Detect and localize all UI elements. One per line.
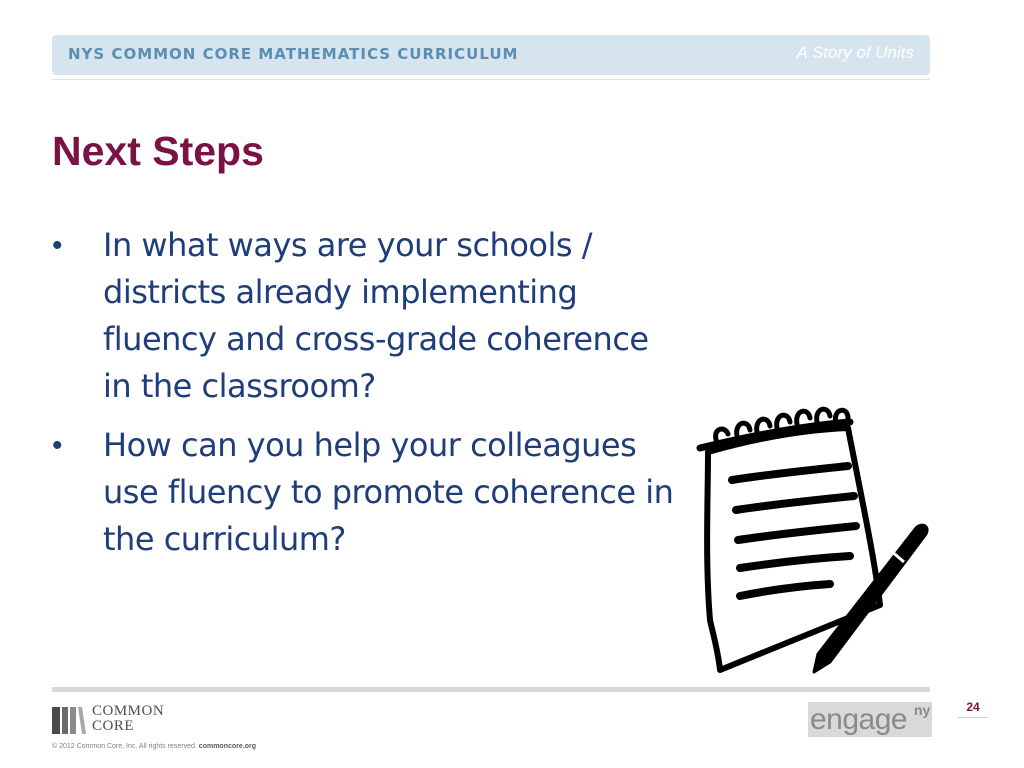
notepad-and-pen-icon	[690, 400, 940, 675]
common-core-wordmark	[92, 704, 164, 734]
engage-ny-logo	[808, 702, 932, 737]
bullet-list	[52, 222, 682, 575]
bullet-icon: •	[52, 429, 63, 462]
header-bar	[52, 35, 930, 75]
common-core-logo	[52, 704, 192, 738]
series-title: A Story of Units	[796, 43, 914, 62]
bullet-item	[52, 422, 682, 563]
copyright-notice	[52, 743, 256, 750]
logo-line-1: COMMON	[92, 703, 165, 719]
bullet-item	[52, 222, 682, 410]
engage-ny-superscript: ny	[914, 702, 931, 718]
footer-divider	[52, 687, 930, 692]
book-spines-icon	[52, 707, 86, 734]
slide-title: Next Steps	[52, 128, 264, 174]
header-divider	[52, 79, 930, 80]
page-number-underline	[958, 717, 988, 718]
bullet-text: How can you help your colleagues use fluency to promote coherence in the curriculum?	[103, 426, 674, 558]
bullet-icon: •	[52, 229, 63, 262]
copyright-text: © 2012 Common Core, Inc. All rights reserved.	[52, 743, 197, 750]
page-number: 24	[966, 700, 980, 714]
curriculum-title: NYS COMMON CORE MATHEMATICS CURRICULUM	[68, 45, 519, 63]
bullet-text: In what ways are your schools / districts already implementing fluency and cross-grade coherence in the classroom?	[103, 226, 649, 405]
commoncore-link[interactable]: commoncore.org	[198, 743, 256, 750]
engage-wordmark: engage	[810, 703, 908, 736]
logo-line-2: CORE	[92, 718, 135, 734]
